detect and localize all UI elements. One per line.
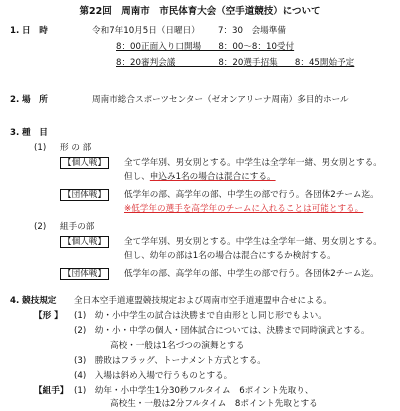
kumite-individual-label: 【個人戦】 xyxy=(60,236,109,248)
event-date: 令和7年10月5日（日曜日） xyxy=(92,26,200,36)
kata-number: (1) xyxy=(34,143,47,153)
section-3-label: 種 目 xyxy=(22,128,48,138)
kata-team-note: ※低学年の選手を高学年のチームに入れることは可能とする。 xyxy=(124,204,364,214)
kata-team-rule: 低学年の部、高学年の部、中学生の部で行う。各団体2チーム迄。 xyxy=(124,190,379,200)
section-2-label: 場 所 xyxy=(22,95,48,105)
entry-reception-time: 8：00正面入り口開場 8：00～8：10受付 xyxy=(116,42,295,52)
kumite-individual-exception: 但し、幼年の部は1名の場合は混合にするか検討する。 xyxy=(124,251,336,261)
kata-individual-rule: 全て学年別、男女別とする。中学生は全学年一緒、男女別とする。 xyxy=(124,158,382,168)
rules-kata-label: 【形 】 xyxy=(34,311,63,321)
kata-individual-exception-note: 申込み1名の場合は混合にする。 xyxy=(149,172,276,182)
kata-team-label: 【団体戦】 xyxy=(60,189,109,201)
kata-individual-label: 【個人戦】 xyxy=(60,157,109,169)
kata-individual-exception-prefix: 但し、 xyxy=(124,172,150,182)
rules-kata-1: (1) 幼・小中学生の試合は決勝まで自由形とし同じ形でもよい。 xyxy=(74,311,327,321)
kata-individual-exception xyxy=(124,172,276,182)
rules-kata-4: (4) 入場は斜め入場で行うものとする。 xyxy=(74,371,233,381)
section-4-number: 4. xyxy=(10,296,20,306)
kumite-number: (2) xyxy=(34,222,47,232)
section-1-label: 日 時 xyxy=(22,26,48,36)
kumite-team-label: 【団体戦】 xyxy=(60,268,109,280)
kumite-label: 組手の部 xyxy=(60,222,95,232)
kumite-individual-rule: 全て学年別、男女別とする。中学生は全学年一緒、男女別とする。 xyxy=(124,237,382,247)
kata-label: 形 の 部 xyxy=(60,143,92,153)
rules-basis: 全日本空手道連盟競技規定および周南市空手道連盟申合せによる。 xyxy=(74,296,332,306)
venue-text: 周南市総合スポーツセンター（ゼオンアリーナ周南）多目的ホール xyxy=(92,95,349,105)
section-3-number: 3. xyxy=(10,128,20,138)
section-1-number: 1. xyxy=(10,26,20,36)
rules-kumite-1: (1) 幼年・小中学生1分30秒フルタイム 6ポイント先取り、 xyxy=(74,386,314,396)
rules-kumite-1b: 高校生・一般は2分フルタイム 8ポイント先取とする xyxy=(110,399,318,409)
meeting-start-time: 8：20審判会議 8：20選手招集 8：45開始予定 xyxy=(116,58,355,68)
section-4-label: 競技規定 xyxy=(22,296,57,306)
rules-kata-2: (2) 幼・小・中学の個人・団体試合については、決勝まで同時演武とする。 xyxy=(74,326,370,336)
kumite-team-rule: 低学年の部、高学年の部、中学生の部で行う。各団体2チーム迄。 xyxy=(124,269,379,279)
rules-kata-2b: 高校・一般は1名づつの演舞とする xyxy=(110,341,245,351)
rules-kumite-label: 【組手】 xyxy=(34,386,69,396)
page-title: 第22回 周南市 市民体育大会（空手道競技）について xyxy=(79,6,321,17)
setup-time: 7：30 会場準備 xyxy=(218,26,286,36)
section-2-number: 2. xyxy=(10,95,20,105)
rules-kata-3: (3) 勝敗はフラッグ、トーナメント方式とする。 xyxy=(74,356,266,366)
